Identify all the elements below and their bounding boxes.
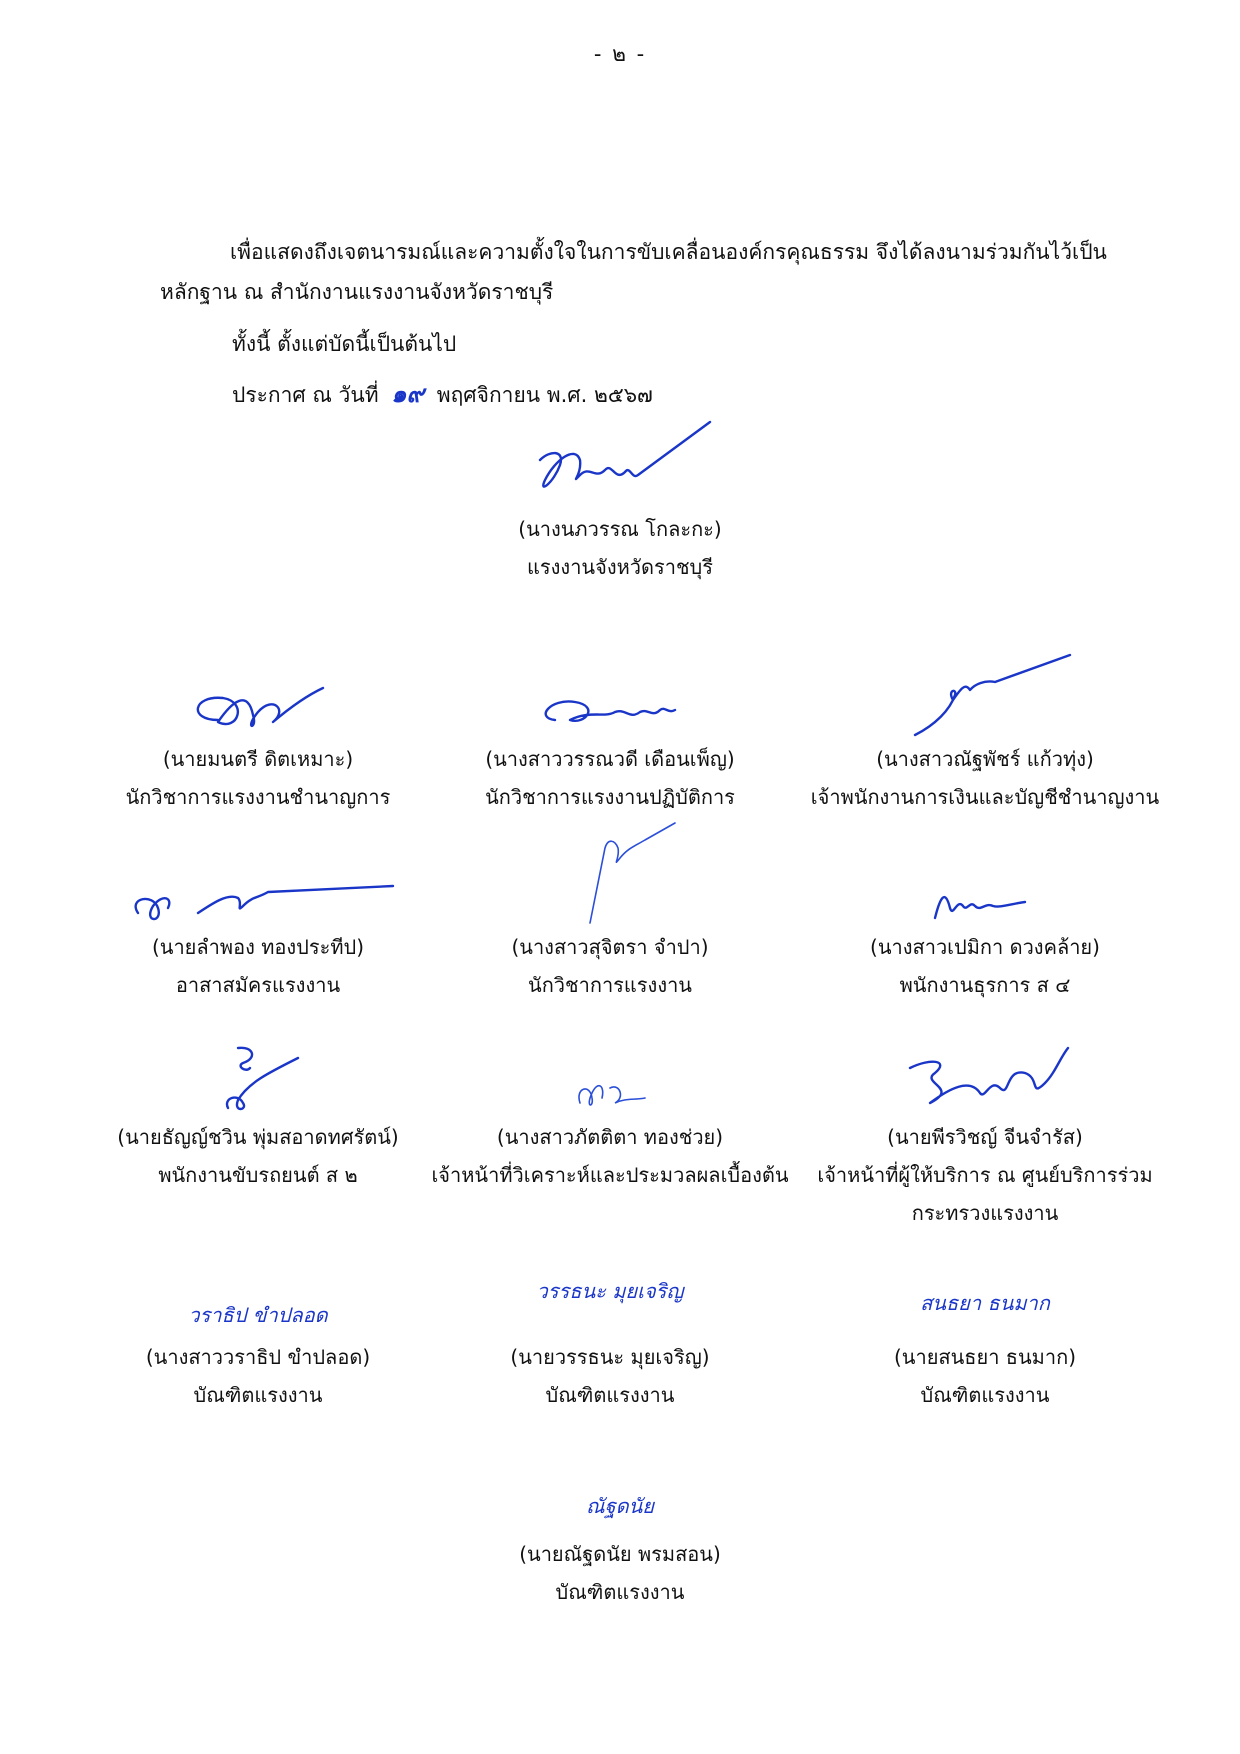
signature-text: วรรธนะ มุยเจริญ — [536, 1279, 684, 1303]
signer-9-name: (นายพีรวิชญ์ จีนจำรัส) — [887, 1125, 1083, 1149]
signer-11-name: (นายวรรธนะ มุยเจริญ) — [510, 1345, 710, 1369]
signer-9-position-line2: กระทรวงแรงงาน — [911, 1201, 1059, 1225]
effective-date-paragraph: ทั้งนี้ ตั้งแต่บัดนี้เป็นต้นไป — [232, 332, 457, 356]
announcement-prefix: ประกาศ ณ วันที่ — [232, 383, 379, 407]
signer-9-position: เจ้าหน้าที่ผู้ให้บริการ ณ ศูนย์บริการร่วม — [817, 1163, 1153, 1187]
signer-head-position: แรงงานจังหวัดราชบุรี — [527, 555, 713, 579]
signer-2-position: นักวิชาการแรงงานปฏิบัติการ — [485, 785, 735, 809]
signature-8 — [420, 1048, 800, 1118]
signature-6 — [795, 858, 1175, 928]
signature-text: สนธยา ธนมาก — [920, 1291, 1050, 1315]
signer-2-name: (นางสาววรรณวดี เดือนเพ็ญ) — [485, 747, 735, 771]
signature-13 — [430, 1465, 810, 1535]
signature-mark — [540, 818, 680, 928]
signer-12 — [795, 1268, 1175, 1414]
signer-4-name: (นายลำพอง ทองประทีป) — [151, 935, 365, 959]
signer-5 — [420, 858, 800, 1004]
signature-2 — [420, 670, 800, 740]
signature-text: วราธิป ขำปลอด — [188, 1303, 328, 1327]
signature-mark — [530, 680, 690, 740]
signer-1-name: (นายมนตรี ดิตเหมาะ) — [162, 747, 354, 771]
announcement-suffix: พฤศจิกายน พ.ศ. ๒๕๖๗ — [436, 383, 653, 407]
announcement-date-line — [232, 374, 1192, 415]
signature-10 — [68, 1268, 448, 1338]
page-number: - ๒ - — [593, 42, 647, 66]
signer-5-name: (นางสาวสุจิตรา จำปา) — [511, 935, 709, 959]
signer-10 — [68, 1268, 448, 1414]
signer-12-position: บัณฑิตแรงงาน — [920, 1383, 1050, 1407]
signature-mark — [178, 670, 338, 740]
signer-9 — [795, 1048, 1175, 1232]
signer-3-name: (นางสาวณัฐพัชร์ แก้วทุ่ง) — [876, 747, 1094, 771]
signer-6 — [795, 858, 1175, 1004]
signature-3 — [795, 670, 1175, 740]
signer-10-name: (นางสาววราธิป ขำปลอด) — [145, 1345, 371, 1369]
handwritten-day: ๑๙ — [391, 379, 425, 408]
signer-11 — [420, 1268, 800, 1414]
signer-5-position: นักวิชาการแรงงาน — [528, 973, 692, 997]
signer-4-position: อาสาสมัครแรงงาน — [175, 973, 341, 997]
signer-3 — [795, 670, 1175, 816]
signer-6-position: พนักงานธุรการ ส ๔ — [899, 973, 1071, 997]
signer-13-name: (นายณัฐดนัย พรมสอน) — [519, 1542, 721, 1566]
signer-7-name: (นายธัญญ์ชวิน พุ่มสอาดทศรัตน์) — [117, 1125, 399, 1149]
signer-11-position: บัณฑิตแรงงาน — [545, 1383, 675, 1407]
signer-2 — [420, 670, 800, 816]
signature-mark — [198, 1038, 318, 1118]
signer-3-position: เจ้าพนักงานการเงินและบัญชีชำนาญงาน — [810, 785, 1160, 809]
signature-mark — [118, 868, 398, 928]
signature-text: ณัฐดนัย — [586, 1494, 654, 1518]
signature-mark — [520, 420, 720, 510]
signer-6-name: (นางสาวเปมิกา ดวงคล้าย) — [870, 935, 1100, 959]
signature-head — [430, 440, 810, 510]
signature-1 — [68, 670, 448, 740]
signer-10-position: บัณฑิตแรงงาน — [193, 1383, 323, 1407]
signer-1 — [68, 670, 448, 816]
signature-mark — [550, 1058, 670, 1118]
signer-head — [430, 440, 810, 586]
signature-5 — [420, 858, 800, 928]
signature-mark — [895, 650, 1075, 740]
signer-13-position: บัณฑิตแรงงาน — [555, 1580, 685, 1604]
signer-7 — [68, 1048, 448, 1194]
signature-7 — [68, 1048, 448, 1118]
declaration-paragraph: เพื่อแสดงถึงเจตนารมณ์และความตั้งใจในการขับเคลื่อนองค์กรคุณธรรม จึงได้ลงนามร่วมกันไว้เป็นหลักฐาน ณ สำนักงานแรงงานจังหวัดราชบุรี — [160, 240, 1107, 304]
signer-8-name: (นางสาวภัตติตา ทองช่วย) — [496, 1125, 724, 1149]
signature-mark — [915, 868, 1055, 928]
signature-mark — [890, 1038, 1080, 1118]
signature-4 — [68, 858, 448, 928]
signer-8 — [420, 1048, 800, 1194]
signature-9 — [795, 1048, 1175, 1118]
signer-8-position: เจ้าหน้าที่วิเคราะห์และประมวลผลเบื้องต้น — [431, 1163, 789, 1187]
signer-head-name: (นางนภวรรณ โกละกะ) — [518, 517, 722, 541]
signer-7-position: พนักงานขับรถยนต์ ส ๒ — [158, 1163, 358, 1187]
signer-1-position: นักวิชาการแรงงานชำนาญการ — [125, 785, 391, 809]
signer-4 — [68, 858, 448, 1004]
signer-13 — [430, 1465, 810, 1611]
signer-12-name: (นายสนธยา ธนมาก) — [893, 1345, 1077, 1369]
signature-11 — [420, 1268, 800, 1338]
signature-12 — [795, 1268, 1175, 1338]
